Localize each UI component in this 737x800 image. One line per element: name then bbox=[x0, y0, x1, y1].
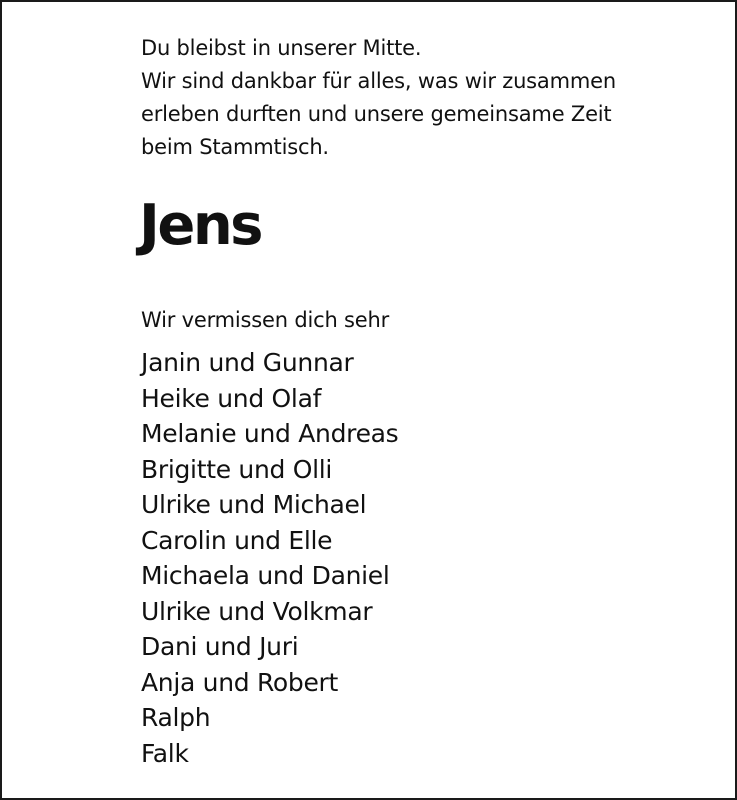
signer-item: Janin und Gunnar bbox=[141, 348, 354, 377]
miss-you-line: Wir vermissen dich sehr bbox=[141, 308, 390, 332]
signer-item: Brigitte und Olli bbox=[141, 454, 333, 484]
signer-list bbox=[141, 345, 398, 771]
intro-line: erleben durften und unsere gemeinsame Zeit bbox=[141, 102, 612, 126]
signer-item: Melanie und Andreas bbox=[141, 419, 399, 448]
signer-item: Falk bbox=[141, 738, 189, 768]
signer-item: Ulrike und Michael bbox=[141, 490, 367, 519]
signer-item: Dani und Juri bbox=[141, 632, 299, 661]
signer-item: Michaela und Daniel bbox=[141, 561, 390, 590]
signer-item: Heike und Olaf bbox=[141, 383, 322, 413]
intro-text bbox=[141, 32, 721, 164]
intro-line: Du bleibst in unserer Mitte. bbox=[141, 36, 422, 60]
signer-item: Ulrike und Volkmar bbox=[141, 596, 373, 626]
signer-item: Carolin und Elle bbox=[141, 525, 333, 555]
signer-item: Anja und Robert bbox=[141, 667, 339, 697]
intro-line: beim Stammtisch. bbox=[141, 135, 329, 159]
deceased-name: Jens bbox=[139, 193, 262, 258]
intro-line: Wir sind dankbar für alles, was wir zusammen bbox=[141, 69, 616, 93]
signer-item: Ralph bbox=[141, 703, 211, 732]
